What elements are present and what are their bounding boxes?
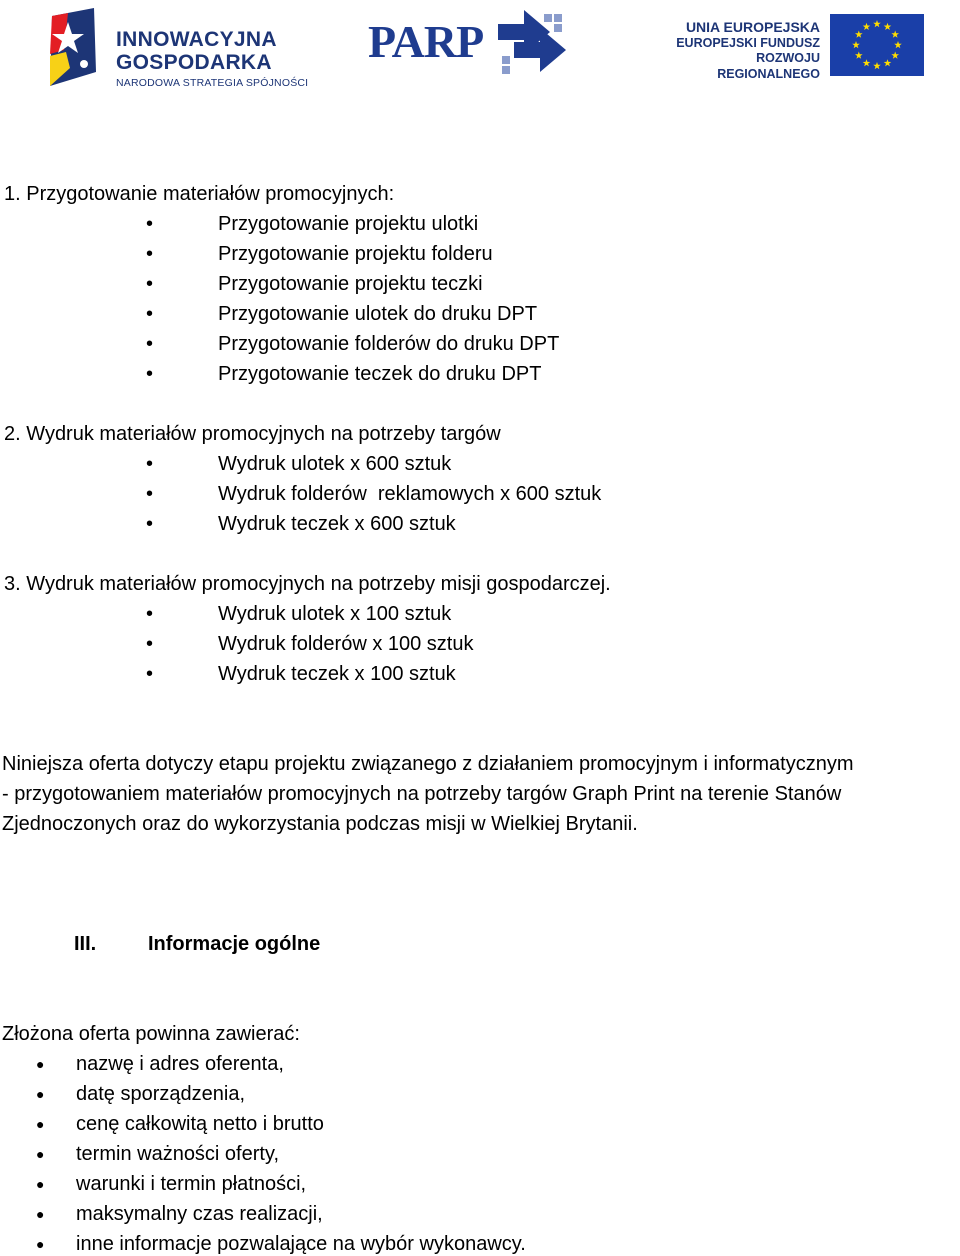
bullet-icon: •: [146, 513, 154, 535]
bullet-icon: •: [146, 363, 154, 385]
list-item: Wydruk ulotek x 100 sztuk: [218, 603, 452, 625]
list-item: Przygotowanie teczek do druku DPT: [218, 363, 542, 385]
logo-line-2: GOSPODARKA: [116, 51, 272, 74]
bullet-dot-icon: ●: [36, 1176, 45, 1192]
requirement-item: nazwę i adres oferenta,: [76, 1053, 284, 1075]
eu-flag-icon: [830, 14, 924, 76]
bullet-dot-icon: ●: [36, 1116, 45, 1132]
list-item: Przygotowanie projektu ulotki: [218, 213, 479, 235]
bullet-icon: •: [146, 483, 154, 505]
requirement-item: maksymalny czas realizacji,: [76, 1203, 323, 1225]
eu-line-2: EUROPEJSKI FUNDUSZ: [676, 35, 820, 50]
list-item: Wydruk folderów x 100 sztuk: [218, 633, 474, 655]
list-item: Przygotowanie projektu teczki: [218, 273, 483, 295]
innowacyjna-gospodarka-logo: [44, 6, 314, 92]
requirement-item: inne informacje pozwalające na wybór wykonawcy.: [76, 1233, 526, 1255]
eu-line-1: UNIA EUROPEJSKA: [685, 19, 820, 35]
paragraph-line: Niniejsza oferta dotyczy etapu projektu związanego z działaniem promocyjnym i informatycznym: [2, 753, 854, 775]
parp-wordmark: PARP: [368, 16, 484, 67]
bullet-dot-icon: ●: [36, 1056, 45, 1072]
bullet-dot-icon: ●: [36, 1236, 45, 1252]
bullet-icon: •: [146, 273, 154, 295]
bullet-icon: •: [146, 333, 154, 355]
paragraph-line: Zjednoczonych oraz do wykorzystania podczas misji w Wielkiej Brytanii.: [2, 813, 638, 835]
requirements-intro: Złożona oferta powinna zawierać:: [2, 1023, 300, 1045]
section-1-title: 1. Przygotowanie materiałów promocyjnych:: [4, 183, 395, 205]
requirement-item: cenę całkowitą netto i brutto: [76, 1113, 324, 1135]
section-3-title: 3. Wydruk materiałów promocyjnych na potrzeby misji gospodarczej.: [4, 573, 611, 595]
list-item: Wydruk teczek x 600 sztuk: [218, 513, 456, 535]
bullet-icon: •: [146, 603, 154, 625]
list-item: Przygotowanie folderów do druku DPT: [218, 333, 560, 355]
bullet-icon: •: [146, 633, 154, 655]
eu-logo: [660, 14, 925, 81]
heading-title: Informacje ogólne: [148, 933, 321, 955]
bullet-icon: •: [146, 213, 154, 235]
parp-logo: [368, 6, 578, 76]
bullet-dot-icon: ●: [36, 1086, 45, 1102]
logo-line-1: INNOWACYJNA: [116, 28, 277, 51]
bullet-icon: •: [146, 453, 154, 475]
requirement-item: termin ważności oferty,: [76, 1143, 280, 1165]
innowacyjna-gospodarka-emblem-icon: [44, 6, 114, 92]
bullet-dot-icon: ●: [36, 1206, 45, 1222]
requirement-item: warunki i termin płatności,: [76, 1173, 307, 1195]
heading-number: III.: [74, 933, 97, 955]
bullet-dot-icon: ●: [36, 1146, 45, 1162]
requirement-item: datę sporządzenia,: [76, 1083, 246, 1105]
parp-arrows-icon: [494, 6, 572, 76]
bullet-icon: •: [146, 303, 154, 325]
page-header: [0, 0, 960, 100]
list-item: Przygotowanie projektu folderu: [218, 243, 493, 265]
logo-line-3: NARODOWA STRATEGIA SPÓJNOŚCI: [116, 77, 309, 89]
eu-line-3: ROZWOJU REGIONALNEGO: [717, 51, 820, 81]
list-item: Wydruk teczek x 100 sztuk: [218, 663, 456, 685]
section-2-title: 2. Wydruk materiałów promocyjnych na potrzeby targów: [4, 423, 501, 445]
list-item: Wydruk folderów reklamowych x 600 sztuk: [218, 483, 602, 505]
bullet-icon: •: [146, 243, 154, 265]
list-item: Przygotowanie ulotek do druku DPT: [218, 303, 538, 325]
paragraph-line: - przygotowaniem materiałów promocyjnych na potrzeby targów Graph Print na terenie Stanów: [2, 783, 842, 805]
bullet-icon: •: [146, 663, 154, 685]
list-item: Wydruk ulotek x 600 sztuk: [218, 453, 452, 475]
